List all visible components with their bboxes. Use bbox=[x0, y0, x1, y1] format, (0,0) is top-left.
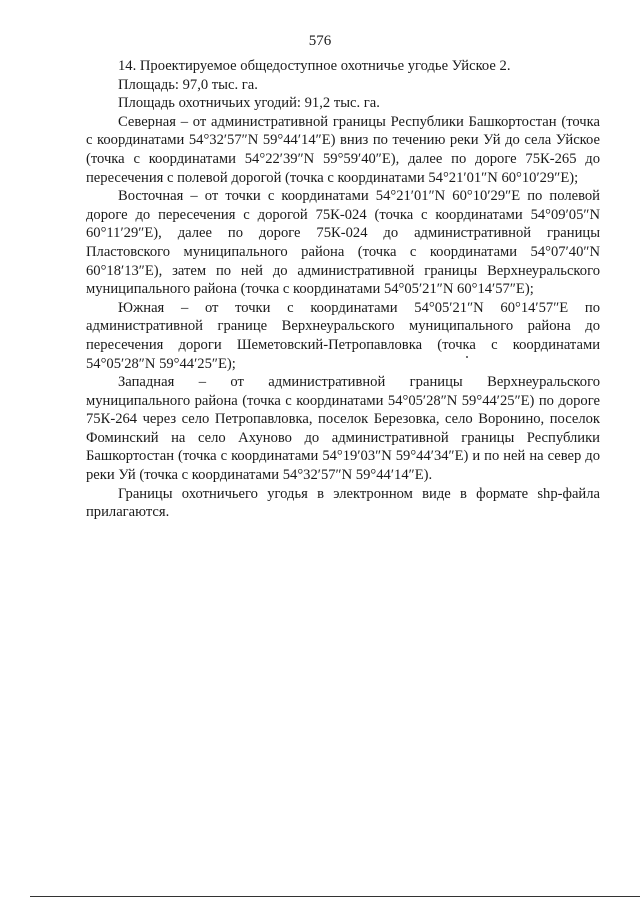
document-body bbox=[86, 57, 600, 522]
east-boundary: Восточная – от точки с координатами 54°21′01″N 60°10′29″E по полевой дороге до пересечения с дорогой 75К-024 (точка с координатами 54°09′05″N 60°11′29″E), далее по дороге 75К-024 до административной границы Пластовского муниципального района (точка с координатами 54°07′40″N 60°18′13″E), затем по ней до административной границы Верхнеуральского муниципального района (точка с координатами 54°05′21″N 60°14′57″E); bbox=[86, 188, 600, 298]
hunting-area: Площадь охотничьих угодий: 91,2 тыс. га. bbox=[118, 95, 380, 112]
total-area: Площадь: 97,0 тыс. га. bbox=[118, 76, 258, 93]
south-boundary: Южная – от точки с координатами 54°05′21″N 60°14′57″E по административной границе Верхнеуральского муниципального района до пересечения дороги Шеметовский-Петропавловка (точка с координатами 54°05′28″N 59°44′25″E); bbox=[86, 299, 600, 372]
north-boundary: Северная – от административной границы Республики Башкортостан (точка с координатами 54°32′57″N 59°44′14″E) вниз по течению реки Уй до села Уйское (точка с координатами 54°22′39″N 59°59′40″E), далее по дороге 75К-265 до пересечения с полевой дорогой (точка с координатами 54°21′01″N 60°10′29″E); bbox=[86, 113, 600, 186]
scan-speck bbox=[466, 356, 468, 358]
attachment-note: Границы охотничьего угодья в электронном виде в формате shp-файла прилагаются. bbox=[86, 485, 600, 521]
west-boundary: Западная – от административной границы Верхнеуральского муниципального района (точка с координатами 54°05′28″N 59°44′25″E) по дороге 75К-264 через село Петропавловка, поселок Березовка, село Воронино, поселок Фоминский на село Ахуново до административной границы Республики Башкортостан (точка с координатами 54°19′03″N 59°44′34″E) и по ней на север до реки Уй (точка с координатами 54°32′57″N 59°44′14″E). bbox=[86, 374, 600, 484]
section-heading: 14. Проектируемое общедоступное охотничье угодье Уйское 2. bbox=[118, 58, 511, 74]
bottom-rule bbox=[30, 896, 640, 897]
page-number: 576 bbox=[308, 33, 332, 49]
